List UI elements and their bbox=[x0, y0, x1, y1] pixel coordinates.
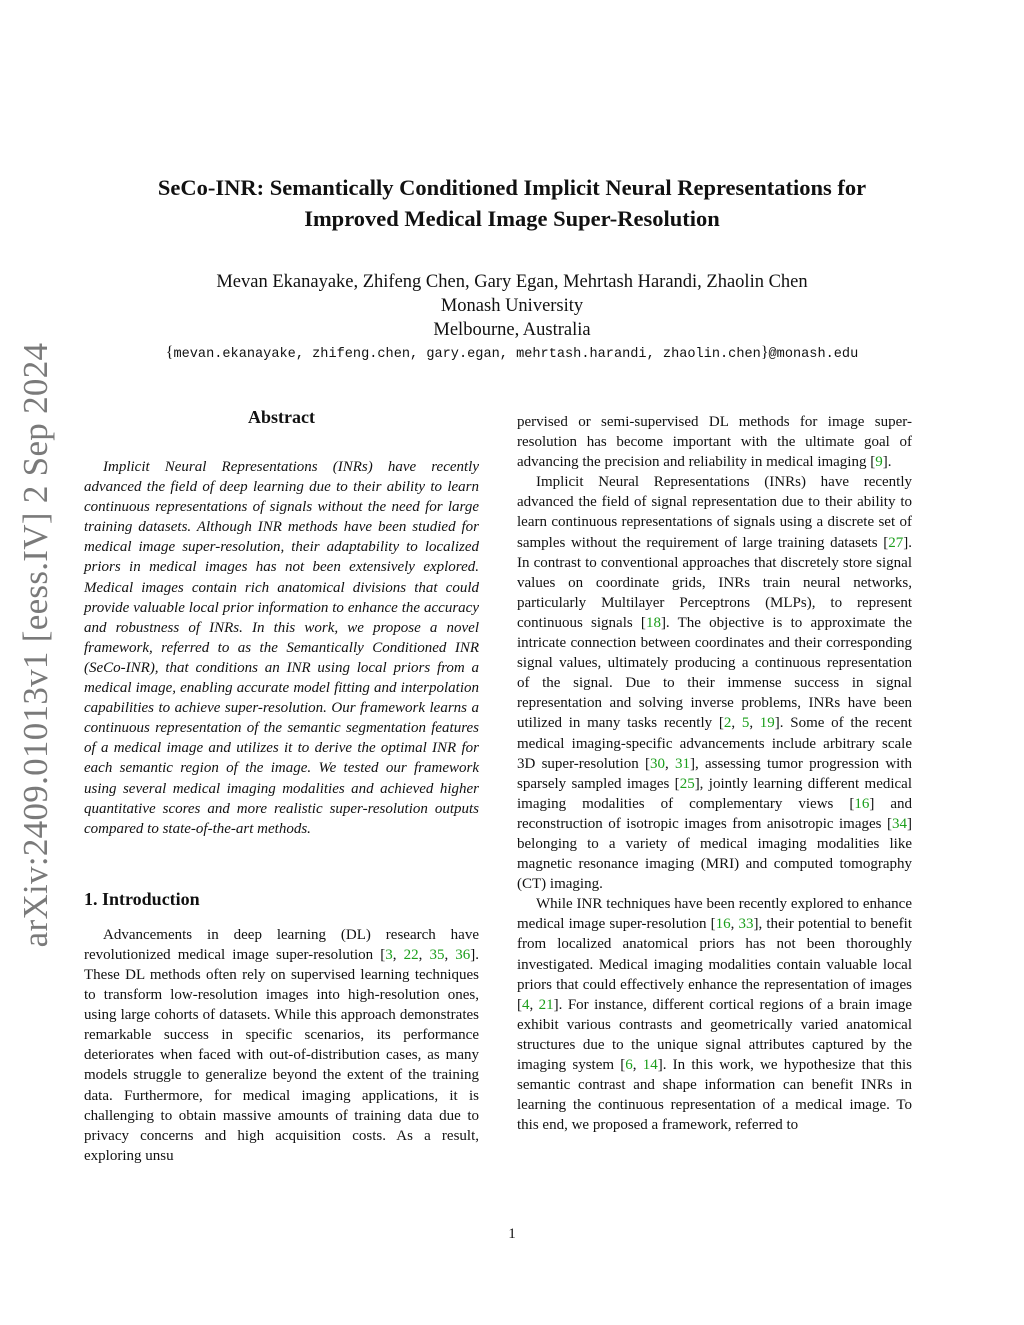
citation-link[interactable]: 16 bbox=[715, 916, 731, 933]
intro-p3-text: ], their potential to benefit from localized anatomical priors has not been thoroughly investigated. Medical imaging modalities contain valuable local priors that could effectively enhance the representation of images [ bbox=[517, 916, 912, 1013]
citation-link[interactable]: 2 bbox=[723, 715, 732, 732]
page-number: 1 bbox=[508, 1226, 516, 1242]
intro-p2-text: ]. Some of the recent medical imaging-specific advancements include arbitrary scale 3D super-resolution [ bbox=[517, 715, 913, 772]
intro-p2-text: ]. The objective is to approximate the intricate connection between coordinates and their corresponding signal values, ultimately producing a continuous representation of the signal. Due to their immense success in signal representation and solving inverse problems, INRs have been utilized in many tasks recently [ bbox=[517, 614, 912, 732]
citation-link[interactable]: 5 bbox=[741, 715, 750, 732]
citation-link[interactable]: 35 bbox=[429, 946, 445, 963]
abstract-heading: Abstract bbox=[248, 407, 315, 427]
citation-link[interactable]: 31 bbox=[674, 755, 690, 772]
citation-link[interactable]: 27 bbox=[888, 534, 904, 551]
citation-link[interactable]: 9 bbox=[875, 454, 883, 471]
intro-p3-text: ]. In this work, we hypothesize that this semantic contrast and shape information can benefit INRs in learning the continuous representation of a medical image. To this end, we proposed a framework, referred to bbox=[517, 1057, 912, 1134]
intro-p1-text: pervised or semi-supervised DL methods for image super-resolution has become important with the ultimate goal of advancing the precision and reliability in medical imaging [ bbox=[517, 414, 912, 471]
citation-link[interactable]: 30 bbox=[649, 755, 665, 772]
citation-link[interactable]: 4 bbox=[522, 996, 530, 1013]
intro-p1-text: ]. These DL methods often rely on supervised learning techniques to transform low-resolution images into high-resolution ones, using large cohorts of datasets. While this approach demonstrates remarkable success in specific scenarios, its performance deteriorates when faced with out-of-distribution cases, as many models struggle to generalize beyond the extent of the training data. Furthermore, for medical imaging applications, it is challenging to obtain massive amounts of training data due to privacy concerns and high acquisition costs. As a result, exploring unsu bbox=[84, 946, 480, 1164]
intro-p2-text: ], assessing tumor progression with sparsely sampled images [ bbox=[517, 755, 912, 792]
location: Melbourne, Australia bbox=[433, 320, 591, 340]
left-column bbox=[84, 405, 479, 1166]
citation-link[interactable]: 3 bbox=[385, 946, 393, 963]
affiliation: Monash University bbox=[440, 296, 584, 316]
arxiv-identifier: arXiv:2409.01013v1 [eess.IV] 2 Sep 2024 bbox=[16, 342, 55, 948]
intro-p3-text: ]. For instance, different cortical regions of a brain image exhibit various contrasts and geometrically varied anatomical structures due to the unique signal attributes captured by the imaging system [ bbox=[517, 996, 912, 1073]
title-line-1: SeCo-INR: Semantically Conditioned Implicit Neural Representations for bbox=[157, 175, 867, 200]
intro-p2-text: ]. In contrast to conventional approaches that discretely store signal values on coordinate grids, INRs train neural networks, particularly Multilayer Perceptrons (MLPs), to represent continuous signals [ bbox=[517, 534, 912, 631]
arxiv-sidebar bbox=[12, 340, 60, 950]
email-open-brace: { bbox=[165, 344, 174, 361]
citation-link[interactable]: 21 bbox=[538, 996, 554, 1013]
citation-link[interactable]: 25 bbox=[679, 775, 695, 792]
citation-link[interactable]: 22 bbox=[403, 946, 419, 963]
citation-link[interactable]: 6 bbox=[625, 1057, 633, 1073]
email-close-brace: } bbox=[760, 344, 769, 361]
citation-link[interactable]: 18 bbox=[645, 614, 661, 631]
citation-link[interactable]: 36 bbox=[455, 946, 471, 963]
intro-p1-text: Advancements in deep learning (DL) research have revolutionized medical image super-resolution [ bbox=[84, 926, 479, 963]
title-line-2: Improved Medical Image Super-Resolution bbox=[304, 206, 720, 231]
intro-p3-text: While INR techniques have been recently explored to enhance medical image super-resolution [ bbox=[517, 896, 912, 933]
abstract-body: Implicit Neural Representations (INRs) have recently advanced the field of deep learning due to their ability to learn continuous representations of signals without the need for large training datasets. Although INR methods have been studied for medical image super-resolution, their adaptability to localized priors in medical images has not been extensively explored. Medical images contain rich anatomical divisions that could provide valuable local prior information to enhance the accuracy and robustness of INRs. In this work, we propose a novel framework, referred to as the Semantically Conditioned INR (SeCo-INR), that conditions an INR using local priors from a medical image, enabling accurate model fitting and interpolation capabilities to achieve super-resolution. Our framework learns a continuous representation of the semantic segmentation features of a medical image and utilizes it to derive the optimal INR for each semantic region of the image. We tested our framework using several medical imaging modalities and achieved higher quantitative scores and more realistic super-resolution outputs compared to state-of-the-art methods. bbox=[84, 459, 479, 837]
intro-p2-text: ], jointly learning different medical imaging modalities of complementary views [ bbox=[517, 775, 912, 812]
intro-paragraph-3: While INR techniques have been recently explored to enhance medical image super-resolution [16, 33], their potential to benefit from localized anatomical priors has not been thoroughly investigated. Medical imaging modalities contain valuable local priors that could effectively enhance the representation of images [4, 21]. For instance, different cortical regions of a brain image exhibit various contrasts and geometrically varied anatomical structures due to the unique signal attributes captured by the imaging system [6, 14]. In this work, we hypothesize that this semantic contrast and shape information can benefit INRs in learning the continuous representation of a medical image. To this end, we proposed a framework, referred to bbox=[517, 896, 912, 1134]
intro-paragraph-1: Advancements in deep learning (DL) research have revolutionized medical image super-resolution [3, 22, 35, 36]. These DL methods often rely on supervised learning techniques to transform low-resolution images into high-resolution ones, using large cohorts of datasets. While this approach demonstrates remarkable success in specific scenarios, its performance deteriorates when faced with out-of-distribution cases, as many models struggle to generalize beyond the extent of the training data. Furthermore, for medical imaging applications, it is challenging to obtain massive amounts of training data due to privacy concerns and high acquisition costs. As a result, exploring unsu bbox=[84, 926, 480, 1164]
citation-link[interactable]: 16 bbox=[854, 795, 870, 812]
intro-p1-text: ]. bbox=[882, 454, 892, 471]
author-block bbox=[80, 270, 944, 342]
citation-link[interactable]: 34 bbox=[892, 815, 907, 832]
intro-p2-text: ] and reconstruction of isotropic images from anisotropic images [ bbox=[517, 795, 912, 832]
citation-link[interactable]: 33 bbox=[738, 916, 754, 933]
citation-link[interactable]: 14 bbox=[642, 1057, 658, 1073]
citation-link[interactable]: 19 bbox=[759, 715, 775, 732]
right-column bbox=[517, 412, 912, 1135]
email-names: mevan.ekanayake, zhifeng.chen, gary.egan, mehrtash.harandi, zhaolin.chen bbox=[173, 347, 761, 362]
intro-p2-text: Implicit Neural Representations (INRs) have recently advanced the field of signal representation due to their ability to learn continuous representations of signals using a discrete set of samples without the requirement of large training datasets [ bbox=[517, 474, 912, 551]
paper-title bbox=[80, 172, 944, 234]
email-line bbox=[80, 344, 944, 362]
intro-paragraph-1-continued bbox=[517, 412, 912, 472]
intro-paragraph-2: Implicit Neural Representations (INRs) have recently advanced the field of signal representation due to their ability to learn continuous representations of signals using a discrete set of samples without the requirement of large training datasets [27]. In contrast to conventional approaches that discretely store signal values on coordinate grids, INRs train neural networks, particularly Multilayer Perceptrons (MLPs), to represent continuous signals [18]. The objective is to approximate the intricate connection between coordinates and their corresponding signal values, ultimately producing a continuous representation of the signal. Due to their immense success in signal representation and solving inverse problems, INRs have been utilized in many tasks recently [2, 5, 19]. Some of the recent medical imaging-specific advancements include arbitrary scale 3D super-resolution [30, 31], assessing tumor progression with sparsely sampled images [25], jointly learning different medical imaging modalities of complementary views [16] and reconstruction of isotropic images from anisotropic images [34] belonging to a variety of medical imaging modalities like magnetic resonance imaging (MRI) and computed tomography (CT) imaging. bbox=[517, 474, 913, 893]
intro-p2-text: ] belonging to a variety of medical imaging modalities like magnetic resonance imaging (MRI) and computed tomography (CT) imaging. bbox=[517, 815, 912, 893]
email-domain: @monash.edu bbox=[768, 347, 859, 362]
author-list: Mevan Ekanayake, Zhifeng Chen, Gary Egan, Mehrtash Harandi, Zhaolin Chen bbox=[216, 272, 808, 292]
introduction-heading: 1. Introduction bbox=[84, 888, 200, 909]
